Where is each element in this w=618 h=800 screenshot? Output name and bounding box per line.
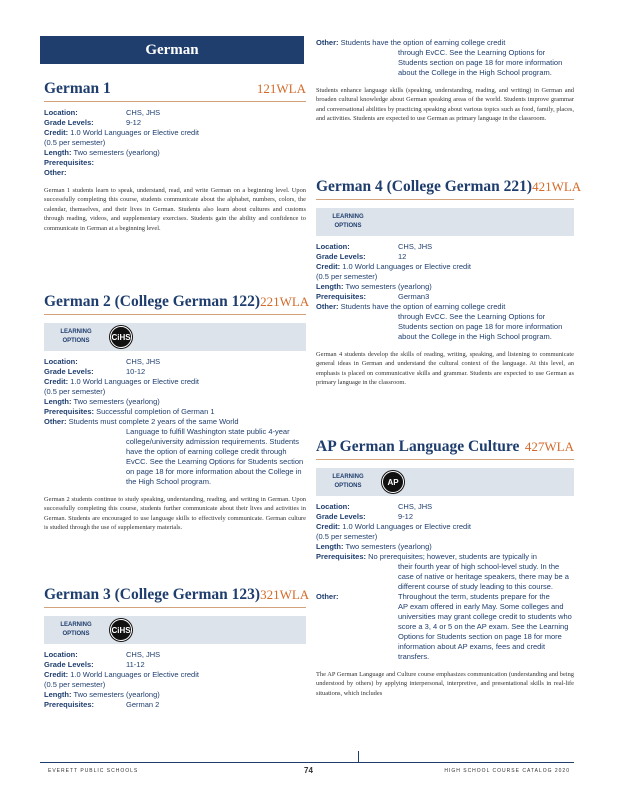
other-value-continued: through EvCC. See the Learning Options for Students section on page 18 for more information about the College in the High School program.	[398, 312, 563, 341]
credit-value: 1.0 World Languages or Elective credit	[70, 377, 199, 386]
location-label: Location:	[316, 502, 350, 511]
course-info	[44, 650, 306, 710]
prereq-label: Prerequisites:	[316, 292, 367, 301]
course-header	[44, 586, 310, 608]
course-header	[316, 438, 574, 460]
page-number: 74	[304, 766, 313, 775]
course-description: German 1 students learn to speak, understand, read, and write German on a beginning level. Upon successfully completing this course, students communicate about the alphabet, numbers, colors, the calendar, themselves, and their lives in German. Students also learn about cultures and customs through reading, videos, and supplementary exercises. Students gain the ability and confidence to communicate in German at a beginning level.	[44, 187, 306, 232]
grade-value: 9-12	[398, 512, 414, 521]
course-title: German 2 (College German 122)	[44, 293, 261, 310]
credit-note: (0.5 per semester)	[44, 387, 106, 396]
course-german-4	[316, 178, 582, 388]
course-title: German 3 (College German 123)	[44, 586, 261, 603]
prereq-value: German3	[398, 292, 430, 301]
other-label: Other:	[44, 417, 67, 426]
location-label: Location:	[44, 650, 78, 659]
course-title: German 1	[44, 80, 111, 97]
course-code: 427WLA	[524, 439, 574, 454]
other-value-continued: AP exam offered in early May. Some colleges and universities may grant college credit to students who score a 3, 4 or 5 on the AP exam. See the Learning Options for Students section on page 18 for more information about AP exams, fees and credit transfers.	[398, 602, 572, 661]
grade-label: Grade Levels:	[316, 512, 366, 521]
course-title: German 4 (College German 221)	[316, 178, 533, 195]
grade-value: 12	[398, 252, 407, 261]
section-banner	[40, 36, 304, 64]
footer-divider	[358, 751, 359, 763]
prereq-value-continued: their fourth year of high school-level study. In the case of native or heritage speakers, there may be a different course of study leading to this course.	[398, 562, 569, 591]
location-value: CHS, JHS	[398, 502, 433, 511]
grade-label: Grade Levels:	[44, 660, 94, 669]
location-label: Location:	[316, 242, 350, 251]
length-value: Two semesters (yearlong)	[73, 397, 160, 406]
credit-note: (0.5 per semester)	[44, 680, 106, 689]
credit-value: 1.0 World Languages or Elective credit	[70, 128, 199, 137]
credit-note: (0.5 per semester)	[316, 532, 378, 541]
grade-value: 10-12	[126, 367, 146, 376]
page-footer	[40, 762, 574, 779]
credit-label: Credit:	[316, 262, 341, 271]
course-title: AP German Language Culture	[316, 438, 520, 455]
credit-note: (0.5 per semester)	[316, 272, 378, 281]
prereq-label: Prerequisites:	[44, 700, 95, 709]
learning-options-bar	[316, 208, 574, 236]
other-value: Throughout the term, students prepare for the	[398, 592, 550, 601]
grade-label: Grade Levels:	[44, 118, 94, 127]
course-description: Students enhance language skills (speaking, understanding, reading, and writing) in German and broaden cultural knowledge about German speaking areas of the world. Students improve grammar and conversational abilities by practicing speaking about various topics such as food, family, places, and activities. Students are expected to use German as primary language in the classroom.	[316, 87, 574, 123]
prereq-value: No prerequisites; however, students are typically in	[368, 552, 537, 561]
length-value: Two semesters (yearlong)	[345, 542, 432, 551]
course-code: 421WLA	[532, 179, 582, 194]
footer-district: EVERETT PUBLIC SCHOOLS	[48, 768, 139, 774]
learning-options-label: LEARNING OPTIONS	[60, 622, 92, 637]
course-ap-german	[316, 438, 574, 698]
course-code: 321WLA	[260, 587, 310, 602]
college-in-high-school-icon: CiHS	[110, 619, 132, 641]
length-label: Length:	[44, 690, 72, 699]
course-german-1	[44, 80, 306, 233]
course-german-2	[44, 293, 310, 533]
course-description: German 2 students continue to study speaking, understanding, reading, and writing in German. Upon successfully completing this course, students further communicate about their lives and activities in German. Students are encouraged to use language skills to effectively communicate. German culture is studied through the use of supplementary materials.	[44, 496, 306, 532]
grade-label: Grade Levels:	[44, 367, 94, 376]
credit-value: 1.0 World Languages or Elective credit	[70, 670, 199, 679]
learning-options-bar	[316, 468, 574, 496]
grade-value: 9-12	[126, 118, 142, 127]
footer-catalog: HIGH SCHOOL COURSE CATALOG 2020	[444, 768, 570, 774]
course-header	[316, 178, 582, 200]
course-header	[44, 80, 306, 102]
other-value-continued: Language to fulfill Washington state public 4-year college/university admission requirements. Students have the option of earning college credit through EvCC. See the Learning Options for Students section on page 18 for more information about the College in the High School program.	[126, 427, 304, 486]
prereq-value: Successful completion of German 1	[96, 407, 215, 416]
other-value-continued: through EvCC. See the Learning Options for Students section on page 18 for more information about the College in the High School program.	[398, 48, 563, 77]
credit-label: Credit:	[44, 670, 69, 679]
course-description: The AP German Language and Culture course emphasizes communication (understanding and being understood by others) by applying interpersonal, interpretive, and presentational skills in real-life situations, which includes	[316, 671, 574, 697]
other-label: Other:	[316, 38, 339, 47]
credit-note: (0.5 per semester)	[44, 138, 106, 147]
other-value: Students have the option of earning college credit	[340, 302, 506, 311]
other-label: Other:	[316, 302, 339, 311]
location-value: CHS, JHS	[126, 108, 161, 117]
length-value: Two semesters (yearlong)	[345, 282, 432, 291]
other-value: Students have the option of earning college credit	[340, 38, 506, 47]
location-value: CHS, JHS	[398, 242, 433, 251]
length-label: Length:	[316, 542, 344, 551]
learning-options-label: LEARNING OPTIONS	[60, 329, 92, 344]
course-info	[44, 357, 306, 487]
length-value: Two semesters (yearlong)	[73, 148, 160, 157]
course-description: German 4 students develop the skills of reading, writing, speaking, and listening to communicate general ideas in German and understand the cultural context of the language. At this level, an emphasis is placed on communicative skills and grammar. Students are expected to use German as primary language in the classroom.	[316, 351, 574, 387]
course-german-3-continued	[316, 38, 574, 124]
prereq-label: Prerequisites:	[44, 158, 95, 167]
course-info	[316, 242, 574, 342]
college-in-high-school-icon: CiHS	[110, 326, 132, 348]
course-info	[44, 108, 306, 178]
length-label: Length:	[44, 148, 72, 157]
location-label: Location:	[44, 357, 78, 366]
course-code: 121WLA	[256, 81, 306, 96]
credit-label: Credit:	[44, 377, 69, 386]
grade-value: 11-12	[126, 660, 145, 669]
location-label: Location:	[44, 108, 78, 117]
learning-options-label: LEARNING OPTIONS	[332, 474, 364, 489]
location-value: CHS, JHS	[126, 357, 161, 366]
other-value: Students must complete 2 years of the same World	[68, 417, 239, 426]
section-title: German	[145, 41, 199, 58]
learning-options-label: LEARNING OPTIONS	[332, 214, 364, 229]
course-header	[44, 293, 310, 315]
location-value: CHS, JHS	[126, 650, 161, 659]
course-code: 221WLA	[260, 294, 310, 309]
course-info	[316, 38, 574, 78]
prereq-label: Prerequisites:	[44, 407, 95, 416]
grade-label: Grade Levels:	[316, 252, 366, 261]
length-label: Length:	[44, 397, 72, 406]
prereq-value: German 2	[126, 700, 160, 709]
course-german-3	[44, 586, 310, 710]
credit-value: 1.0 World Languages or Elective credit	[342, 262, 471, 271]
learning-options-bar	[44, 616, 306, 644]
course-info	[316, 502, 574, 662]
length-label: Length:	[316, 282, 344, 291]
credit-value: 1.0 World Languages or Elective credit	[342, 522, 471, 531]
ap-icon: AP	[382, 471, 404, 493]
other-label: Other:	[316, 592, 339, 601]
credit-label: Credit:	[316, 522, 341, 531]
prereq-label: Prerequisites:	[316, 552, 367, 561]
credit-label: Credit:	[44, 128, 69, 137]
other-label: Other:	[44, 168, 67, 177]
learning-options-bar	[44, 323, 306, 351]
length-value: Two semesters (yearlong)	[73, 690, 160, 699]
